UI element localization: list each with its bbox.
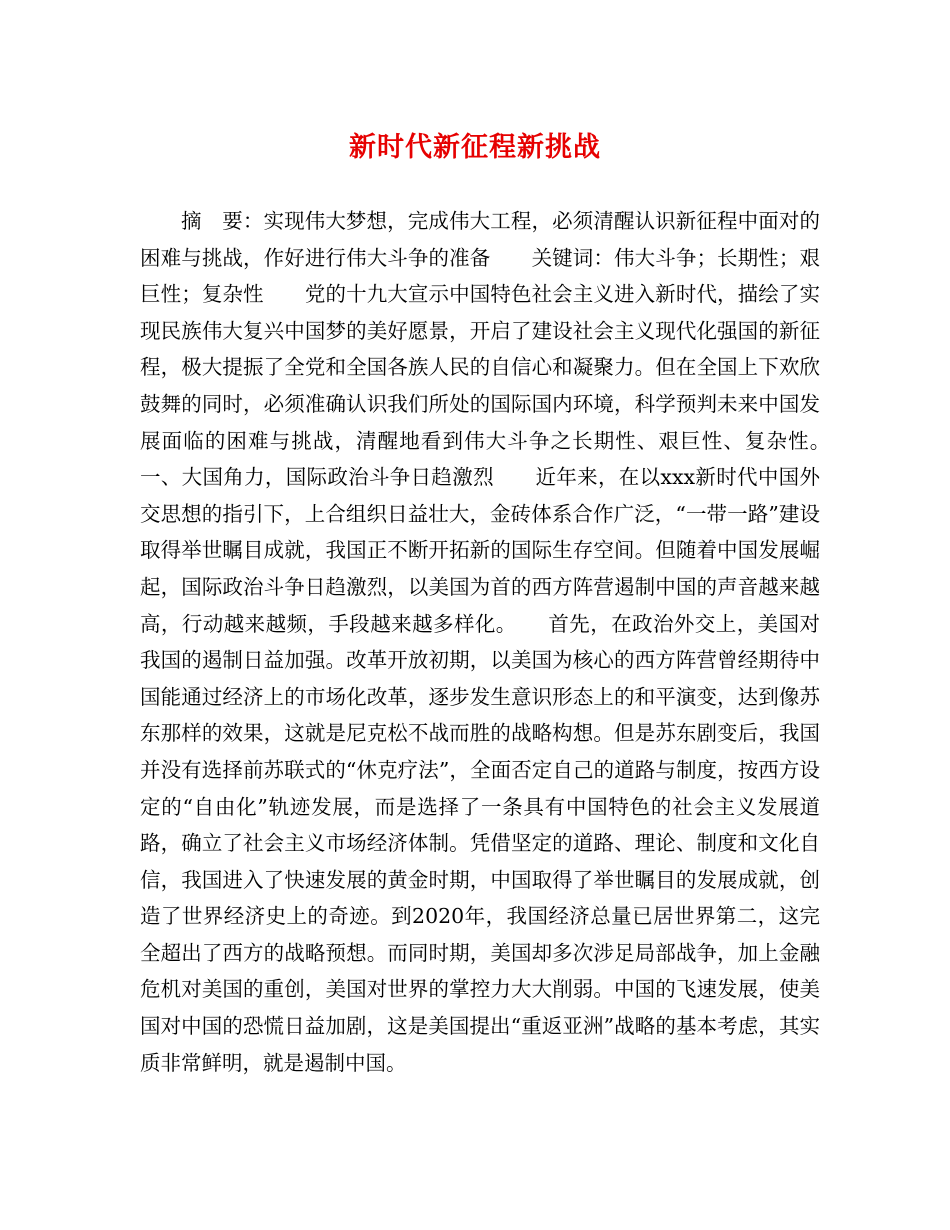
document-body: 摘 要：实现伟大梦想，完成伟大工程，必须清醒认识新征程中面对的困难与挑战，作好进行伟大斗争的准备 关键词：伟大斗争；长期性；艰巨性；复杂性 党的十九大宣示中国特色社会主义进入新时代，描绘了实现民族伟大复兴中国梦的美好愿景，开启了建设社会主义现代化强国的新征程，极大提振了全党和全国各族人民的自信心和凝聚力。但在全国上下欢欣鼓舞的同时，必须准确认识我们所处的国际国内环境，科学预判未来中国发展面临的困难与挑战，清醒地看到伟大斗争之长期性、艰巨性、复杂性。 一、大国角力，国际政治斗争日趋激烈 近年来，在以xxx新时代中国外交思想的指引下，上合组织日益壮大，金砖体系合作广泛，“一带一路”建设取得举世瞩目成就，我国正不断开拓新的国际生存空间。但随着中国发展崛起，国际政治斗争日趋激烈，以美国为首的西方阵营遏制中国的声音越来越高，行动越来越频，手段越来越多样化。 首先，在政治外交上，美国对我国的遏制日益加强。改革开放初期，以美国为核心的西方阵营曾经期待中国能通过经济上的市场化改革，逐步发生意识形态上的和平演变，达到像苏东那样的效果，这就是尼克松不战而胜的战略构想。但是苏东剧变后，我国并没有选择前苏联式的“休克疗法”，全面否定自己的道路与制度，按西方设定的“自由化”轨迹发展，而是选择了一条具有中国特色的社会主义发展道路，确立了社会主义市场经济体制。凭借坚定的道路、理论、制度和文化自信，我国进入了快速发展的黄金时期，中国取得了举世瞩目的发展成就，创造了世界经济史上的奇迹。到2020年，我国经济总量已居世界第二，这完全超出了西方的战略预想。而同时期，美国却多次涉足局部战争，加上金融危机对美国的重创，美国对世界的掌控力大大削弱。中国的飞速发展，使美国对中国的恐慌日益加剧，这是美国提出“重返亚洲”战略的基本考虑，其实质非常鲜明，就是遏制中国。 <box>140 209 861 1075</box>
document-title: 新时代新征程新挑战 <box>349 132 601 163</box>
